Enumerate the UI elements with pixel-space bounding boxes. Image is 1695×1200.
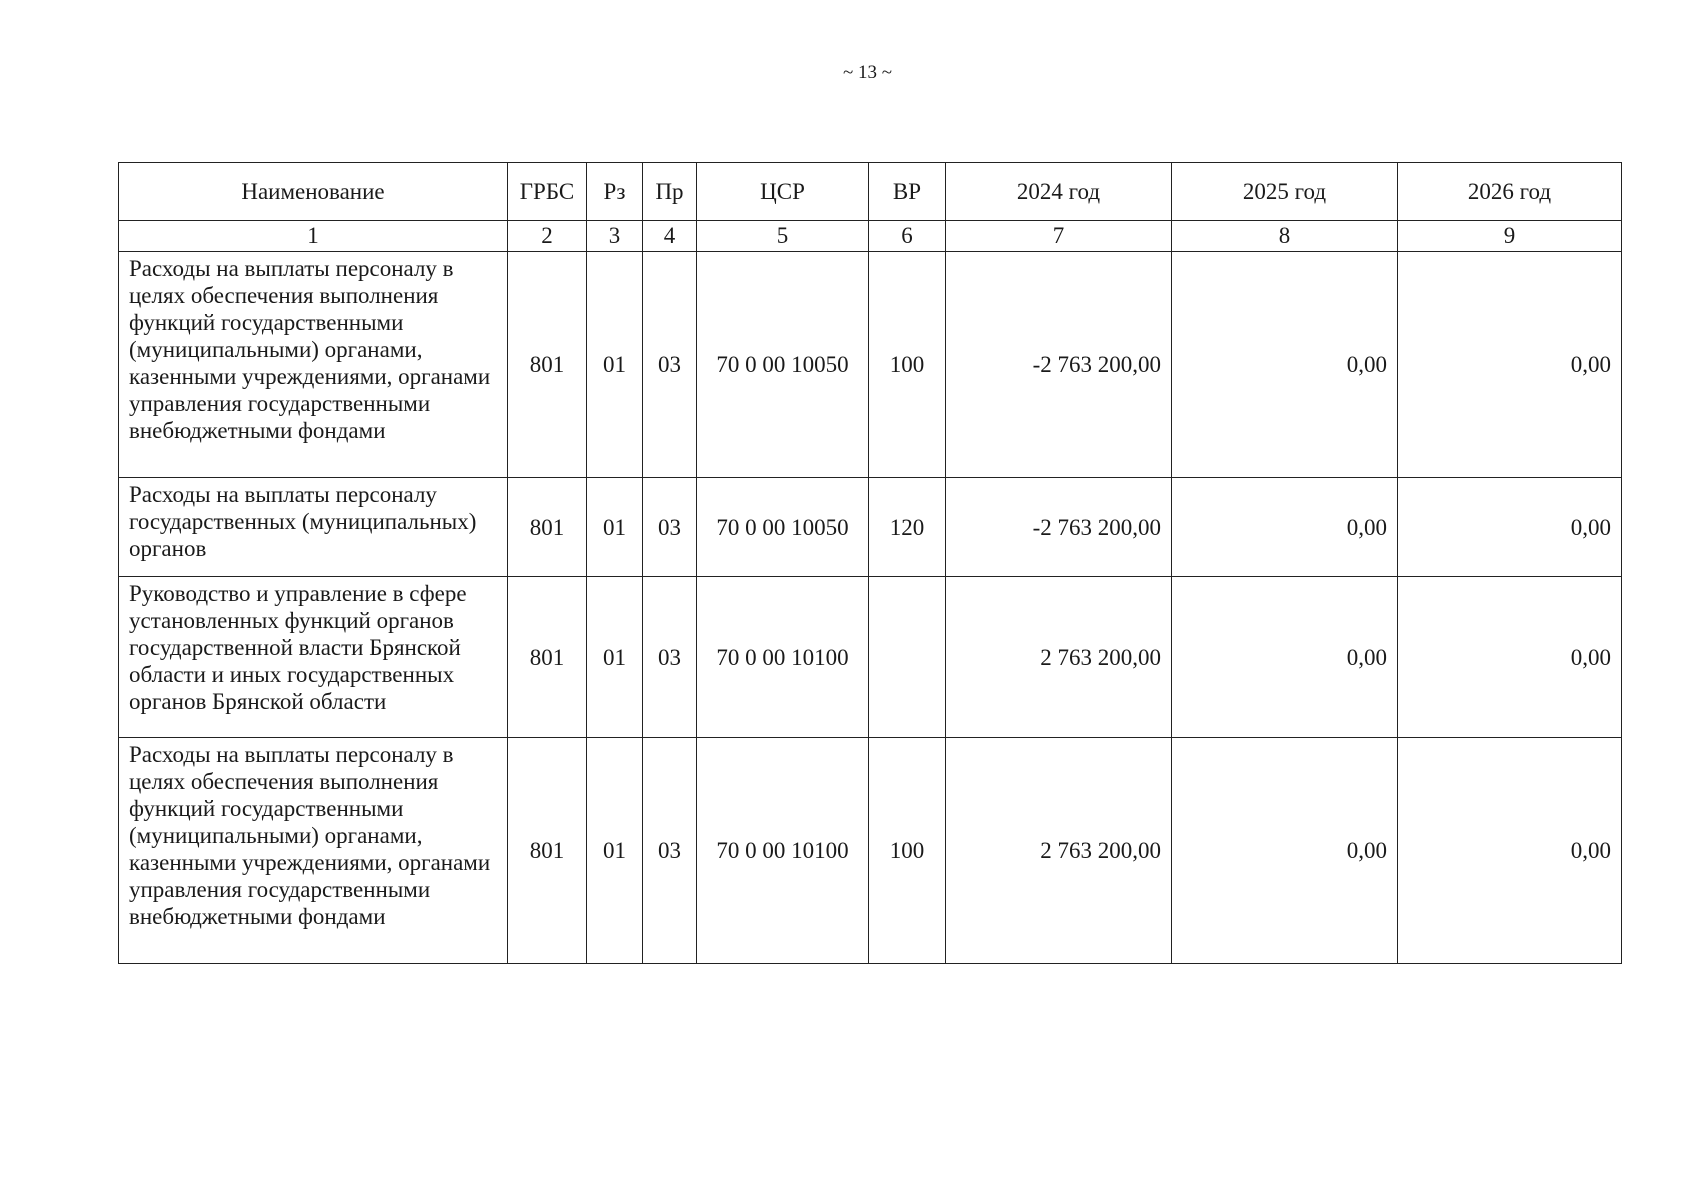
- row-csr: 70 0 00 10050: [697, 252, 869, 478]
- row-name: Руководство и управление в сфере установленных функций органов государственной власти Брянской области и иных государственных органов Брянской области: [119, 577, 508, 738]
- column-number: 9: [1398, 221, 1622, 252]
- row-pr: 03: [643, 252, 697, 478]
- header-pr: Пр: [643, 163, 697, 221]
- table-row: [119, 738, 1622, 964]
- row-2024-amount: -2 763 200,00: [946, 478, 1172, 577]
- column-number: 8: [1172, 221, 1398, 252]
- column-number: 5: [697, 221, 869, 252]
- header-row: [119, 163, 1622, 221]
- row-name: Расходы на выплаты персоналу в целях обеспечения выполнения функций государственными (муниципальными) органами, казенными учреждениями, органами управления государственными внебюджетными фондами: [119, 252, 508, 478]
- row-2025-amount: 0,00: [1172, 577, 1398, 738]
- row-vr: 120: [869, 478, 946, 577]
- table-row: [119, 577, 1622, 738]
- row-vr: 100: [869, 738, 946, 964]
- column-number: 4: [643, 221, 697, 252]
- row-2024-amount: 2 763 200,00: [946, 577, 1172, 738]
- row-pr: 03: [643, 478, 697, 577]
- header-2025: 2025 год: [1172, 163, 1398, 221]
- header-grbs: ГРБС: [508, 163, 587, 221]
- column-number: 1: [119, 221, 508, 252]
- table-row: [119, 478, 1622, 577]
- column-number: 6: [869, 221, 946, 252]
- row-2026-amount: 0,00: [1398, 478, 1622, 577]
- table-row: [119, 252, 1622, 478]
- row-csr: 70 0 00 10100: [697, 577, 869, 738]
- row-2025-amount: 0,00: [1172, 738, 1398, 964]
- header-2024: 2024 год: [946, 163, 1172, 221]
- row-name: Расходы на выплаты персоналу государственных (муниципальных) органов: [119, 478, 508, 577]
- row-2024-amount: 2 763 200,00: [946, 738, 1172, 964]
- row-2026-amount: 0,00: [1398, 577, 1622, 738]
- column-number: 3: [587, 221, 643, 252]
- header-vr: ВР: [869, 163, 946, 221]
- row-rz: 01: [587, 577, 643, 738]
- header-name: Наименование: [119, 163, 508, 221]
- row-grbs: 801: [508, 577, 587, 738]
- row-2026-amount: 0,00: [1398, 738, 1622, 964]
- row-csr: 70 0 00 10100: [697, 738, 869, 964]
- row-2026-amount: 0,00: [1398, 252, 1622, 478]
- row-vr: 100: [869, 252, 946, 478]
- row-grbs: 801: [508, 252, 587, 478]
- row-pr: 03: [643, 738, 697, 964]
- column-number: 7: [946, 221, 1172, 252]
- row-pr: 03: [643, 577, 697, 738]
- column-number: 2: [508, 221, 587, 252]
- row-grbs: 801: [508, 738, 587, 964]
- header-csr: ЦСР: [697, 163, 869, 221]
- column-number-row: [119, 221, 1622, 252]
- row-2024-amount: -2 763 200,00: [946, 252, 1172, 478]
- row-name: Расходы на выплаты персоналу в целях обеспечения выполнения функций государственными (муниципальными) органами, казенными учреждениями, органами управления государственными внебюджетными фондами: [119, 738, 508, 964]
- row-csr: 70 0 00 10050: [697, 478, 869, 577]
- row-rz: 01: [587, 478, 643, 577]
- header-2026: 2026 год: [1398, 163, 1622, 221]
- row-2025-amount: 0,00: [1172, 478, 1398, 577]
- page-number: ~ 13 ~: [842, 62, 893, 83]
- header-rz: Рз: [587, 163, 643, 221]
- row-2025-amount: 0,00: [1172, 252, 1398, 478]
- row-rz: 01: [587, 738, 643, 964]
- row-rz: 01: [587, 252, 643, 478]
- row-vr: [869, 577, 946, 738]
- budget-table: [118, 162, 1622, 964]
- row-grbs: 801: [508, 478, 587, 577]
